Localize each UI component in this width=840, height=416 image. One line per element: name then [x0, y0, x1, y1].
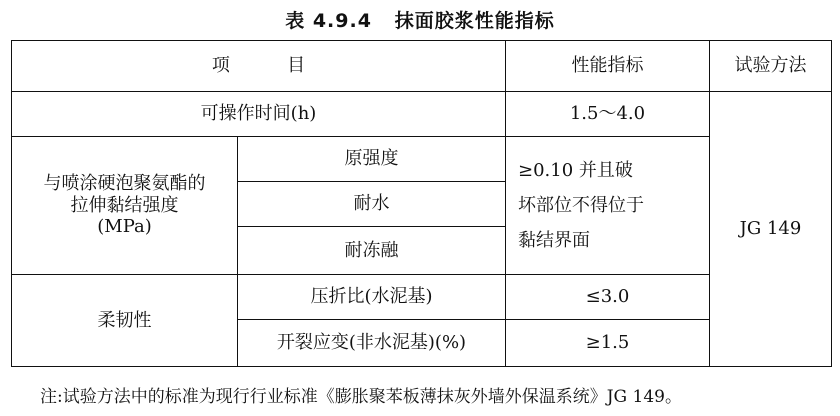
bond-sub-item-original: 原强度 [238, 137, 506, 182]
header-spec: 性能指标 [506, 41, 710, 92]
table-row [12, 92, 832, 137]
operable-time-label: 可操作时间(h) [12, 92, 506, 137]
header-method: 试验方法 [710, 41, 832, 92]
bond-strength-value-line: ≥0.10 并且破 [518, 159, 633, 181]
bond-strength-value-line: 黏结界面 [518, 230, 590, 252]
bond-strength-value [506, 137, 710, 275]
table-title: 表 4.9.4 抹面胶浆性能指标 [285, 10, 555, 32]
table-row [12, 275, 832, 320]
performance-table [11, 40, 832, 367]
flexibility-value: ≤3.0 [506, 275, 710, 320]
header-item: 项 目 [12, 41, 506, 92]
bond-strength-label-line: 与喷涂硬泡聚氨酯的 [43, 173, 206, 195]
test-method-cell: JG 149 [710, 92, 832, 367]
table-note: 注:试验方法中的标准为现行行业标准《膨胀聚苯板薄抹灰外墙外保温系统》JG 149。 [40, 387, 682, 407]
bond-strength-value-line: 坏部位不得位于 [518, 194, 644, 216]
flexibility-value: ≥1.5 [506, 320, 710, 367]
bond-sub-item-water: 耐水 [238, 182, 506, 227]
flexibility-sub-item: 压折比(水泥基) [238, 275, 506, 320]
table-header-row [12, 41, 832, 92]
flexibility-sub-item: 开裂应变(非水泥基)(%) [238, 320, 506, 367]
bond-strength-label-line: 拉伸黏结强度 [70, 194, 179, 216]
bond-strength-label [12, 137, 238, 275]
bond-strength-label-line: (MPa) [97, 216, 152, 238]
operable-time-value: 1.5～4.0 [506, 92, 710, 137]
bond-sub-item-freeze-thaw: 耐冻融 [238, 227, 506, 275]
flexibility-label: 柔韧性 [12, 275, 238, 367]
table-row [12, 137, 832, 182]
